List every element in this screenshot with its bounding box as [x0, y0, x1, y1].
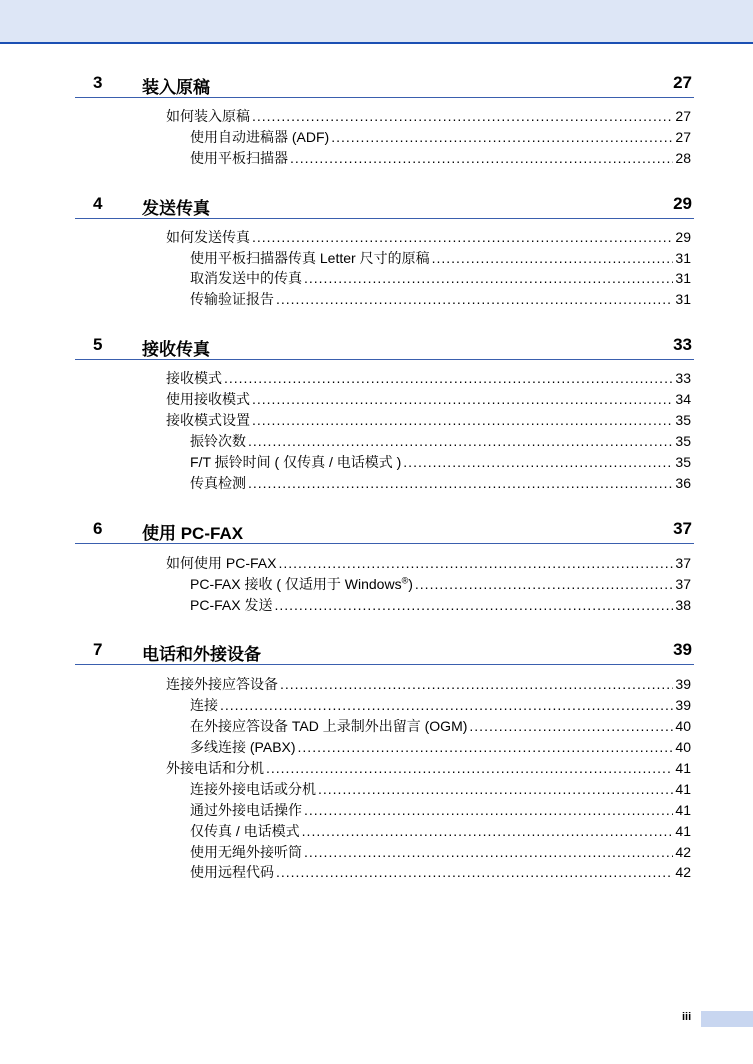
toc-entry-label: PC-FAX 发送 — [190, 597, 273, 613]
chapter-number: 5 — [93, 335, 103, 354]
toc-entry-label — [190, 574, 413, 594]
toc-entry-page: 31 — [675, 270, 691, 286]
toc-entry[interactable] — [190, 289, 691, 309]
toc-entry-page: 38 — [675, 597, 691, 613]
toc-entry-page: 40 — [675, 718, 691, 734]
toc-entry-label: 使用无绳外接听筒 — [190, 844, 302, 860]
toc-entry[interactable] — [190, 268, 691, 288]
toc-entry-label: 仅传真 / 电话模式 — [190, 823, 300, 839]
leader-dots — [469, 716, 673, 736]
toc-entry-label: 传真检测 — [190, 475, 246, 491]
toc-entry-page: 39 — [675, 676, 691, 692]
toc-entry[interactable] — [166, 227, 691, 247]
toc-entry[interactable] — [190, 431, 691, 451]
toc-entry-label: 使用平板扫描器 — [190, 150, 288, 166]
toc-entry-label: 如何使用 PC-FAX — [166, 555, 277, 571]
toc-entry-label: 使用接收模式 — [166, 391, 250, 407]
chapter-heading[interactable] — [75, 519, 694, 544]
toc-entry-label: 如何发送传真 — [166, 229, 250, 245]
toc-entry[interactable] — [190, 800, 691, 820]
leader-dots — [252, 410, 673, 430]
toc-entry[interactable] — [190, 821, 691, 841]
leader-dots — [252, 227, 673, 247]
leader-dots — [252, 389, 673, 409]
toc-entry-label: 接收模式设置 — [166, 412, 250, 428]
leader-dots — [331, 127, 673, 147]
toc-entry-page: 29 — [675, 229, 691, 245]
toc-entry-label: 连接外接电话或分机 — [190, 781, 316, 797]
toc-entry[interactable] — [190, 779, 691, 799]
toc-entry-label: 在外接应答设备 TAD 上录制外出留言 (OGM) — [190, 718, 468, 734]
toc-entry-label-tail: ) — [408, 576, 413, 592]
toc-entry[interactable] — [190, 716, 691, 736]
leader-dots — [220, 695, 673, 715]
chapter-title: 发送传真 — [142, 199, 210, 218]
toc-entry-page: 27 — [675, 129, 691, 145]
chapter-number: 4 — [93, 194, 103, 213]
chapter-heading[interactable] — [75, 335, 694, 360]
toc-entry[interactable] — [190, 473, 691, 493]
toc-entry-label: 外接电话和分机 — [166, 760, 264, 776]
toc-entry-label: 连接 — [190, 697, 218, 713]
toc-entry-label: 振铃次数 — [190, 433, 246, 449]
toc-entry-label: F/T 振铃时间 ( 仅传真 / 电话模式 ) — [190, 454, 402, 470]
toc-entry-label: 通过外接电话操作 — [190, 802, 302, 818]
toc-entry-page: 37 — [675, 555, 691, 571]
leader-dots — [276, 862, 673, 882]
toc-entry[interactable] — [166, 758, 691, 778]
toc-entry[interactable] — [190, 737, 691, 757]
toc-entry-page: 42 — [675, 844, 691, 860]
toc-entry-page: 35 — [675, 412, 691, 428]
toc-entry-page: 28 — [675, 150, 691, 166]
leader-dots — [224, 368, 673, 388]
footer-bar — [701, 1011, 753, 1027]
chapter-page: 27 — [673, 73, 692, 92]
toc-entry[interactable] — [190, 695, 691, 715]
leader-dots — [252, 106, 673, 126]
chapter-number: 3 — [93, 73, 103, 92]
chapter-page: 33 — [673, 335, 692, 354]
toc-entry[interactable] — [190, 127, 691, 147]
leader-dots — [276, 289, 673, 309]
toc-entry-page: 41 — [675, 823, 691, 839]
leader-dots — [298, 737, 674, 757]
toc-entry[interactable] — [190, 842, 691, 862]
leader-dots — [290, 148, 673, 168]
chapter-page: 37 — [673, 519, 692, 538]
leader-dots — [278, 553, 673, 573]
leader-dots — [248, 431, 673, 451]
toc-entry-page: 36 — [675, 475, 691, 491]
leader-dots — [304, 842, 673, 862]
chapter-page: 29 — [673, 194, 692, 213]
chapter-heading[interactable] — [75, 73, 694, 98]
leader-dots — [266, 758, 673, 778]
leader-dots — [274, 595, 673, 615]
toc-entry-page: 34 — [675, 391, 691, 407]
leader-dots — [280, 674, 673, 694]
leader-dots — [304, 800, 673, 820]
chapter-title: 接收传真 — [142, 340, 210, 359]
toc-entry-page: 40 — [675, 739, 691, 755]
toc-entry-label: 使用平板扫描器传真 Letter 尺寸的原稿 — [190, 250, 430, 266]
toc-entry-page: 37 — [675, 576, 691, 592]
toc-entry-page: 27 — [675, 108, 691, 124]
chapter-heading[interactable] — [75, 194, 694, 219]
leader-dots — [302, 821, 674, 841]
toc-entry-page: 35 — [675, 433, 691, 449]
leader-dots — [248, 473, 673, 493]
toc-entry[interactable] — [190, 862, 691, 882]
toc-entry[interactable] — [166, 410, 691, 430]
leader-dots — [304, 268, 673, 288]
chapter-number: 6 — [93, 519, 103, 538]
leader-dots — [403, 452, 673, 472]
chapter-heading[interactable] — [75, 640, 694, 665]
toc-entry-page: 33 — [675, 370, 691, 386]
footer-page-number: iii — [682, 1011, 692, 1023]
toc-entry[interactable] — [166, 106, 691, 126]
chapter-number: 7 — [93, 640, 103, 659]
toc-entry-page: 41 — [675, 760, 691, 776]
header-band — [0, 0, 753, 44]
chapter-title: 使用 PC-FAX — [142, 524, 244, 543]
toc-entry[interactable] — [190, 595, 691, 615]
toc-entry-label: 如何装入原稿 — [166, 108, 250, 124]
toc-entry-label: 接收模式 — [166, 370, 222, 386]
toc-entry-label: 传输验证报告 — [190, 291, 274, 307]
toc-entry-label: 取消发送中的传真 — [190, 270, 302, 286]
toc-entry-page: 31 — [675, 291, 691, 307]
toc-entry-label-text: PC-FAX 接收 ( 仅适用于 Windows — [190, 576, 402, 592]
toc-entry-page: 31 — [675, 250, 691, 266]
toc-entry-page: 39 — [675, 697, 691, 713]
toc-entry[interactable] — [190, 574, 691, 594]
toc-entry-label: 多线连接 (PABX) — [190, 739, 296, 755]
toc-entry[interactable] — [190, 452, 691, 472]
toc-entry[interactable] — [166, 368, 691, 388]
toc-entry-page: 35 — [675, 454, 691, 470]
toc-entry[interactable] — [190, 148, 691, 168]
leader-dots — [432, 248, 674, 268]
toc-entry[interactable] — [166, 389, 691, 409]
toc-entry-page: 41 — [675, 802, 691, 818]
chapter-title: 电话和外接设备 — [142, 645, 261, 664]
toc-entry-page: 41 — [675, 781, 691, 797]
toc-entry-page: 42 — [675, 864, 691, 880]
chapter-title: 装入原稿 — [142, 78, 210, 97]
leader-dots — [318, 779, 673, 799]
toc-entry[interactable] — [166, 674, 691, 694]
toc-entry-label: 连接外接应答设备 — [166, 676, 278, 692]
toc-entry-label: 使用自动进稿器 (ADF) — [190, 129, 330, 145]
toc-entry-label: 使用远程代码 — [190, 864, 274, 880]
chapter-page: 39 — [673, 640, 692, 659]
toc-entry[interactable] — [166, 553, 691, 573]
leader-dots — [415, 574, 674, 594]
registered-mark: ® — [401, 575, 409, 586]
toc-entry[interactable] — [190, 248, 691, 268]
